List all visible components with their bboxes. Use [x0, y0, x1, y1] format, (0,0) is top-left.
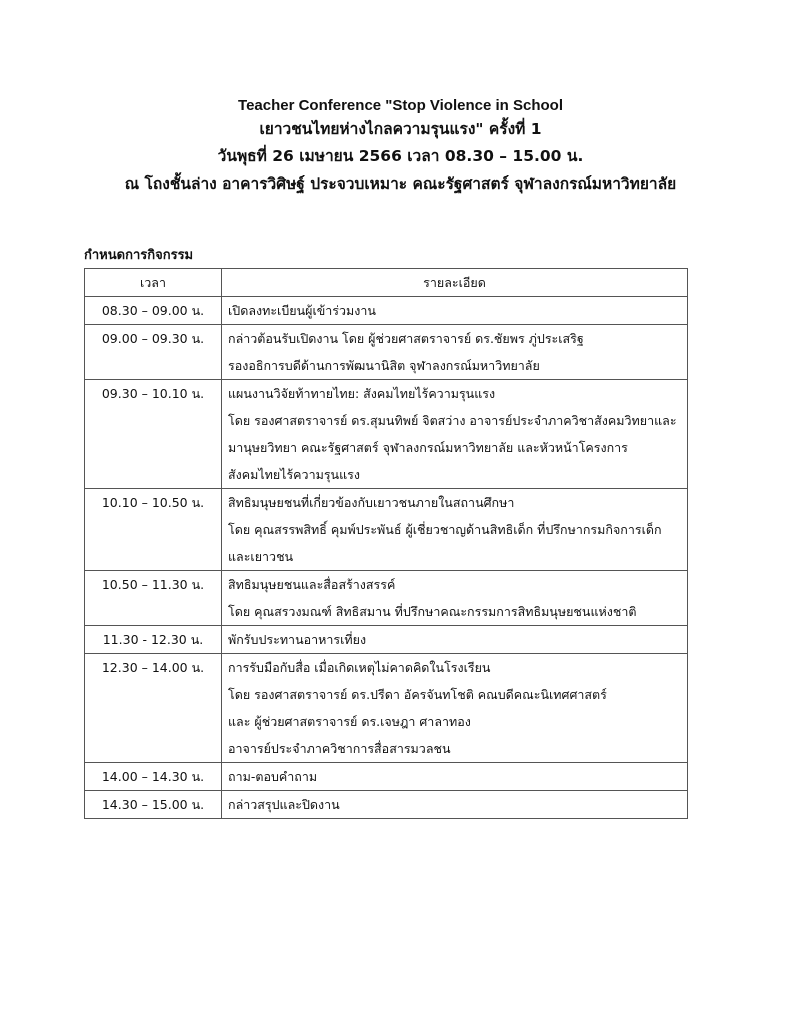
table-row — [85, 626, 688, 654]
row-detail — [222, 380, 688, 489]
event-date: วันพุธที่ 26 เมษายน 2566 เวลา 08.30 – 15.00 น. — [217, 147, 584, 165]
detail-line: โดย รองศาสตราจารย์ ดร.ปรีดา อัครจันทโชติ คณบดีคณะนิเทศศาสตร์ — [228, 687, 607, 702]
detail-line: โดย รองศาสตราจารย์ ดร.สุมนทิพย์ จิตสว่าง อาจารย์ประจำภาควิชาสังคมวิทยาและ — [228, 413, 677, 428]
row-detail — [222, 297, 688, 325]
detail-line: พักรับประทานอาหารเที่ยง — [228, 632, 367, 647]
row-time: 10.50 – 11.30 น. — [85, 571, 222, 626]
document-header — [0, 96, 791, 199]
table-row — [85, 489, 688, 571]
detail-line: และ ผู้ช่วยศาสตราจารย์ ดร.เจษฎา ศาลาทอง — [228, 714, 471, 729]
detail-line: และเยาวชน — [228, 549, 294, 564]
event-venue: ณ โถงชั้นล่าง อาคารวิศิษฐ์ ประจวบเหมาะ คณะรัฐศาสตร์ จุฬาลงกรณ์มหาวิทยาลัย — [124, 175, 677, 193]
row-detail — [222, 791, 688, 819]
table-row — [85, 654, 688, 763]
detail-line: สิทธิมนุษยชนและสื่อสร้างสรรค์ — [228, 577, 396, 592]
row-time: 09.30 – 10.10 น. — [85, 380, 222, 489]
row-detail — [222, 626, 688, 654]
detail-line: โดย คุณสรวงมณฑ์ สิทธิสมาน ที่ปรึกษาคณะกรรมการสิทธิมนุษยชนแห่งชาติ — [228, 604, 637, 619]
table-row — [85, 380, 688, 489]
table-row — [85, 571, 688, 626]
row-time: 14.30 – 15.00 น. — [85, 791, 222, 819]
detail-line: อาจารย์ประจำภาควิชาการสื่อสารมวลชน — [228, 741, 451, 756]
row-detail — [222, 571, 688, 626]
table-row — [85, 791, 688, 819]
row-time: 14.00 – 14.30 น. — [85, 763, 222, 791]
detail-line: ถาม-ตอบคำถาม — [228, 769, 318, 784]
detail-line: สังคมไทยไร้ความรุนแรง — [228, 467, 360, 482]
detail-line: การรับมือกับสื่อ เมื่อเกิดเหตุไม่คาดคิดในโรงเรียน — [228, 660, 491, 675]
column-header-time: เวลา — [85, 269, 222, 297]
row-time: 12.30 – 14.00 น. — [85, 654, 222, 763]
detail-line: เปิดลงทะเบียนผู้เข้าร่วมงาน — [228, 303, 376, 318]
row-detail — [222, 489, 688, 571]
schedule-table — [84, 268, 688, 819]
row-detail — [222, 325, 688, 380]
event-title-en: Teacher Conference "Stop Violence in School — [238, 97, 563, 114]
detail-line: สิทธิมนุษยชนที่เกี่ยวข้องกับเยาวชนภายในสถานศึกษา — [228, 495, 515, 510]
table-row — [85, 763, 688, 791]
detail-line: กล่าวต้อนรับเปิดงาน โดย ผู้ช่วยศาสตราจารย์ ดร.ชัยพร ภู่ประเสริฐ — [228, 331, 584, 346]
schedule-body — [85, 297, 688, 819]
row-detail — [222, 654, 688, 763]
row-time: 11.30 - 12.30 น. — [85, 626, 222, 654]
detail-line: แผนงานวิจัยท้าทายไทย: สังคมไทยไร้ความรุนแรง — [228, 386, 496, 401]
table-row — [85, 297, 688, 325]
detail-line: รองอธิการบดีด้านการพัฒนานิสิต จุฬาลงกรณ์มหาวิทยาลัย — [228, 358, 540, 373]
detail-line: มานุษยวิทยา คณะรัฐศาสตร์ จุฬาลงกรณ์มหาวิทยาลัย และหัวหน้าโครงการ — [228, 440, 628, 455]
row-time: 09.00 – 09.30 น. — [85, 325, 222, 380]
detail-line: กล่าวสรุปและปิดงาน — [228, 797, 340, 812]
table-header-row — [85, 269, 688, 297]
event-title-th: เยาวชนไทยห่างไกลความรุนแรง" ครั้งที่ 1 — [259, 120, 542, 138]
column-header-detail: รายละเอียด — [222, 269, 688, 297]
row-time: 10.10 – 10.50 น. — [85, 489, 222, 571]
row-time: 08.30 – 09.00 น. — [85, 297, 222, 325]
detail-line: โดย คุณสรรพสิทธิ์ คุมพ์ประพันธ์ ผู้เชี่ยวชาญด้านสิทธิเด็ก ที่ปรึกษากรมกิจการเด็ก — [228, 522, 662, 537]
row-detail — [222, 763, 688, 791]
table-row — [85, 325, 688, 380]
schedule-title: กำหนดการกิจกรรม — [84, 248, 194, 263]
